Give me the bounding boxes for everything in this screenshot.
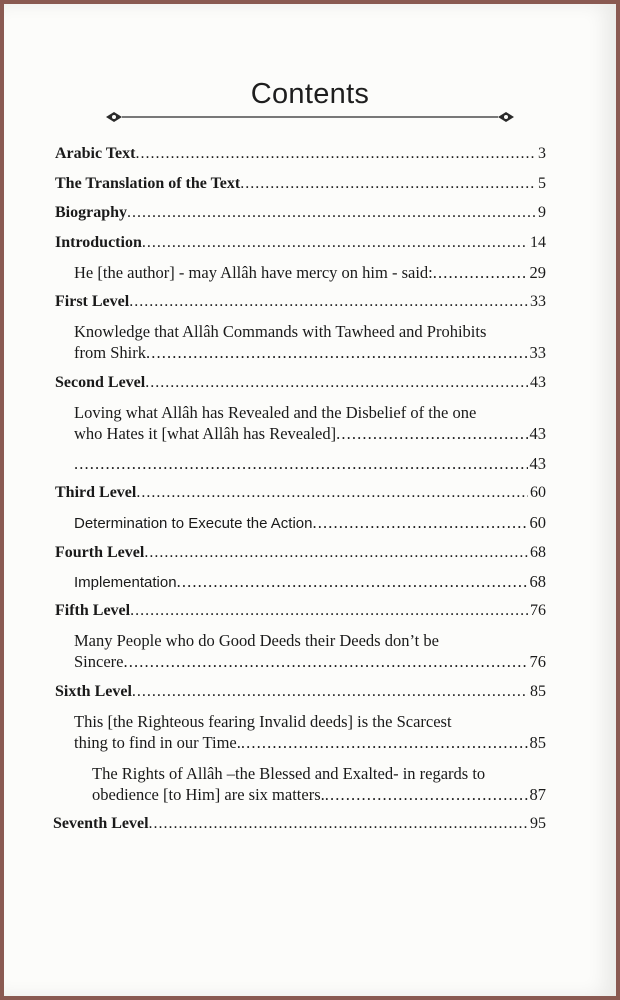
leader-dots <box>149 813 528 834</box>
page-number: 43 <box>529 454 546 473</box>
page-number: 9 <box>538 204 546 221</box>
page-title: Contents <box>250 78 370 110</box>
page-number: 85 <box>530 683 546 700</box>
page-number: 85 <box>529 733 546 752</box>
toc-subsubentry[interactable] <box>92 763 546 805</box>
entry-title-continued: thing to find in our Time. <box>74 733 241 752</box>
entry-title-continued: from Shirk <box>74 343 146 362</box>
page-number: 95 <box>530 815 546 832</box>
leader-dots <box>132 681 528 702</box>
toc-entry[interactable] <box>55 372 546 393</box>
entry-title: Fifth Level <box>55 602 131 619</box>
toc-subentry[interactable] <box>74 711 546 753</box>
page-number: 33 <box>529 343 546 362</box>
leader-dots <box>142 232 528 253</box>
page-number: 29 <box>529 263 546 282</box>
toc-entry[interactable] <box>55 291 546 312</box>
toc-entry[interactable] <box>55 681 546 702</box>
page-number: 5 <box>538 175 546 192</box>
toc-entry[interactable] <box>55 173 546 194</box>
leader-dots <box>145 372 528 393</box>
page-number: 68 <box>530 544 546 561</box>
entry-title: Many People who do Good Deeds their Deeds don’t be <box>74 631 439 650</box>
entry-title: Determination to Execute the Action <box>74 515 313 532</box>
leader-dots <box>123 651 527 672</box>
toc-subentry[interactable] <box>74 453 546 474</box>
leader-dots <box>74 453 528 474</box>
leader-dots <box>325 784 528 805</box>
toc-subentry[interactable] <box>74 321 546 363</box>
leader-dots <box>241 732 528 753</box>
toc-entry[interactable] <box>55 143 546 164</box>
entry-title: The Translation of the Text <box>55 175 241 192</box>
page-number: 60 <box>530 484 546 501</box>
page-number: 60 <box>529 513 546 532</box>
toc-subentry[interactable] <box>74 402 546 444</box>
entry-title: Sixth Level <box>55 683 132 700</box>
toc-subentry[interactable] <box>74 512 546 534</box>
toc-subentry[interactable] <box>74 630 546 672</box>
page-number: 68 <box>529 572 546 591</box>
leader-dots <box>136 482 528 503</box>
entry-title: This [the Righteous fearing Invalid deeds] is the Scarcest <box>74 712 452 731</box>
entry-title: Knowledge that Allâh Commands with Tawheed and Prohibits <box>74 322 487 341</box>
page-number: 87 <box>529 785 546 804</box>
page-number: 43 <box>529 424 546 443</box>
leader-dots <box>177 571 528 592</box>
page-number: 76 <box>530 602 546 619</box>
leader-dots <box>240 173 536 194</box>
entry-title: Biography <box>55 204 128 221</box>
toc-entry[interactable] <box>55 202 546 223</box>
toc-entry[interactable] <box>55 600 546 621</box>
toc-entry[interactable] <box>55 542 546 563</box>
page <box>4 4 616 996</box>
entry-title: Fourth Level <box>55 544 145 561</box>
toc-entry[interactable] <box>53 813 546 834</box>
entry-title: The Rights of Allâh –the Blessed and Exalted- in regards to <box>92 764 486 783</box>
toc-entry[interactable] <box>55 482 546 503</box>
entry-title: Seventh Level <box>53 815 149 832</box>
leader-dots <box>336 423 527 444</box>
leader-dots <box>130 600 528 621</box>
entry-title: Introduction <box>55 234 142 251</box>
leader-dots <box>433 262 528 283</box>
leader-dots <box>144 542 528 563</box>
entry-title: Implementation <box>74 574 177 591</box>
page-number: 33 <box>530 293 546 310</box>
entry-title: Third Level <box>55 484 137 501</box>
entry-title: First Level <box>55 293 130 310</box>
leader-dots <box>146 342 528 363</box>
page-number: 76 <box>529 652 546 671</box>
entry-title-continued: obedience [to Him] are six matters. <box>92 785 325 804</box>
entry-title-continued: Sincere <box>74 652 124 671</box>
page-number: 3 <box>538 145 546 162</box>
leader-dots <box>127 202 536 223</box>
ornament-divider <box>104 107 516 127</box>
leader-dots <box>135 143 536 164</box>
entry-title: Arabic Text <box>55 145 136 162</box>
toc-subentry[interactable] <box>74 571 546 593</box>
leader-dots <box>129 291 528 312</box>
page-number: 14 <box>530 234 546 251</box>
leader-dots <box>312 512 527 533</box>
page-number: 43 <box>530 374 546 391</box>
entry-title: He [the author] - may Allâh have mercy on him - said: <box>74 263 433 282</box>
entry-title: Loving what Allâh has Revealed and the Disbelief of the one <box>74 403 477 422</box>
entry-title-continued: who Hates it [what Allâh has Revealed] <box>74 424 337 443</box>
entry-title: Second Level <box>55 374 146 391</box>
toc-entry[interactable] <box>55 232 546 253</box>
toc-subentry[interactable] <box>74 262 546 283</box>
